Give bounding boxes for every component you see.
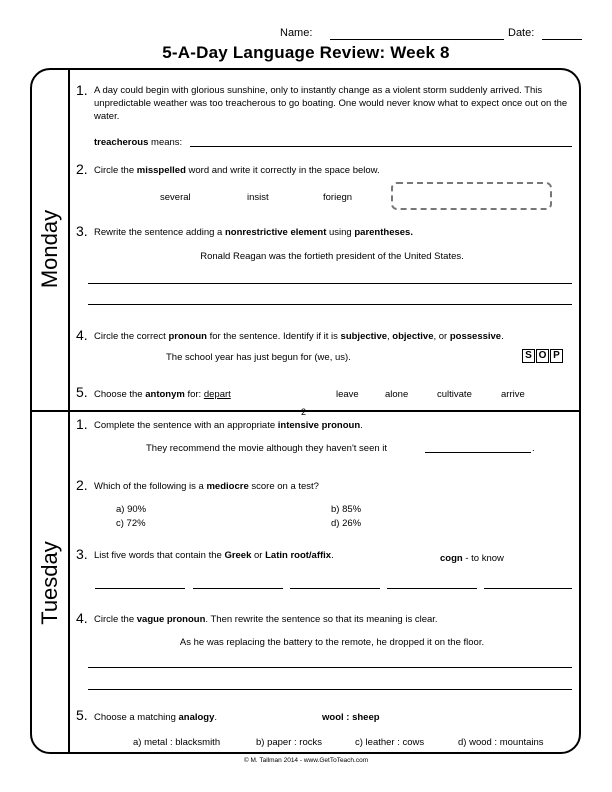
tue-q1-sentence: They recommend the movie although they haven't seen it [146, 443, 388, 454]
mon-q2-answer-box[interactable] [391, 182, 552, 210]
tue-q4-text-b: . Then rewrite the sentence so that its meaning is clear. [205, 614, 438, 625]
sop-p[interactable]: P [550, 349, 563, 363]
tue-q4-number: 4. [76, 610, 88, 626]
tue-q3-word-line-4[interactable] [387, 588, 477, 589]
tue-q1-text [94, 419, 363, 432]
tue-q5-keyword: analogy [178, 712, 215, 723]
mon-q1-answer-line[interactable] [190, 146, 572, 147]
mon-q2-word-2[interactable]: insist [247, 192, 269, 203]
mon-q4-sep2: , or [433, 331, 450, 342]
tue-q3-root [440, 552, 504, 565]
mon-q4-text-b: for the sentence. Identify if it is [206, 331, 341, 342]
mon-q4-text [94, 330, 504, 343]
mon-q5-option-4[interactable]: arrive [501, 389, 525, 400]
mon-q5-option-2[interactable]: alone [385, 389, 409, 400]
sop-o[interactable]: O [536, 349, 549, 363]
tue-q3-mid: or [251, 550, 266, 561]
mon-q2-text-b: word and write it correctly in the space below. [185, 165, 380, 176]
mon-q5-target: depart [203, 389, 231, 400]
mon-q4-k3: possessive [449, 331, 502, 342]
mon-q4-k1: subjective [340, 331, 388, 342]
tue-q4-answer-line-1[interactable] [88, 667, 572, 668]
mon-q2-text [94, 164, 380, 177]
tuesday-label: Tuesday [37, 541, 62, 625]
stray-mark: 2 [301, 407, 307, 417]
tue-q1-answer-line[interactable] [425, 452, 531, 453]
mon-q4-number: 4. [76, 327, 88, 343]
tue-q3-k2: Latin root/affix [265, 550, 332, 561]
tue-q5-option-a[interactable]: a) metal : blacksmith [133, 737, 221, 748]
mon-q3-sentence: Ronald Reagan was the fortieth president of the United States. [200, 251, 464, 262]
mon-q4-sentence: The school year has just begun for (we, us). [166, 352, 351, 363]
mon-q3-keyword-2: parentheses. [354, 227, 413, 238]
mon-q2-keyword: misspelled [136, 165, 186, 176]
mon-q2-number: 2. [76, 161, 88, 177]
tue-q2-option-d[interactable]: d) 26% [331, 518, 362, 529]
mon-q1-prompt-word: treacherous [94, 137, 149, 148]
tue-q3-root-word: cogn [440, 553, 463, 564]
tue-q2-option-a[interactable]: a) 90% [116, 504, 147, 515]
tue-q3-root-meaning: - to know [462, 553, 504, 564]
tue-q5-number: 5. [76, 707, 88, 723]
mon-q5-option-3[interactable]: cultivate [437, 389, 472, 400]
tue-q3-end: . [331, 550, 334, 561]
tue-q1-sentence-end: . [532, 443, 535, 454]
tue-q5-option-b[interactable]: b) paper : rocks [256, 737, 322, 748]
tue-q2-text [94, 480, 319, 493]
tue-q5-option-d[interactable]: d) wood : mountains [458, 737, 544, 748]
mon-q3-text-a: Rewrite the sentence adding a [94, 227, 225, 238]
mon-q5-keyword: antonym [145, 389, 185, 400]
tue-q1-end: . [360, 420, 363, 431]
mon-q4-k2: objective [392, 331, 434, 342]
tue-q1-number: 1. [76, 416, 88, 432]
tue-q5-pair: wool : sheep [322, 712, 380, 723]
mon-q3-text [94, 226, 413, 239]
page-title: 5-A-Day Language Review: Week 8 [162, 43, 450, 62]
tue-q1-keyword: intensive pronoun [277, 420, 361, 431]
tue-q4-answer-line-2[interactable] [88, 689, 572, 690]
date-label: Date: [508, 27, 535, 39]
date-field[interactable] [542, 39, 582, 40]
tue-q2-keyword: mediocre [206, 481, 249, 492]
mon-q4-text-a: Circle the correct [94, 331, 169, 342]
mon-q4-end: . [501, 331, 504, 342]
tue-q5-text-a: Choose a matching [94, 712, 179, 723]
mon-q3-text-b: using [326, 227, 355, 238]
tue-q5-text [94, 711, 217, 724]
mon-q1-prompt-suffix: means: [148, 137, 183, 148]
mon-q3-answer-line-2[interactable] [88, 304, 572, 305]
mon-q2-word-1[interactable]: several [160, 192, 191, 203]
tue-q2-option-b[interactable]: b) 85% [331, 504, 362, 515]
tue-q3-text [94, 549, 334, 562]
mon-q5-text-b: for: [184, 389, 204, 400]
mon-q2-text-a: Circle the [94, 165, 137, 176]
tue-q4-keyword: vague pronoun [136, 614, 206, 625]
mon-q1-prompt [94, 136, 182, 149]
mon-q2-word-3[interactable]: foriegn [323, 192, 353, 203]
tue-q1-text-a: Complete the sentence with an appropriate [94, 420, 278, 431]
tue-q2-text-a: Which of the following is a [94, 481, 207, 492]
mon-q5-text-a: Choose the [94, 389, 146, 400]
tue-q4-sentence: As he was replacing the battery to the remote, he dropped it on the floor. [179, 637, 485, 648]
mon-q4-sep1: , [387, 331, 393, 342]
tue-q2-number: 2. [76, 477, 88, 493]
mon-q1-number: 1. [76, 82, 88, 98]
mon-q3-answer-line-1[interactable] [88, 283, 572, 284]
mon-q4-sop-boxes [522, 349, 564, 363]
mon-q5-text [94, 388, 231, 401]
mon-q1-text: A day could begin with glorious sunshine, only to instantly change as a violent storm suddenly arrived. This unpredictable weather was too treacherous to go boating. One would never know what to expect once out on the water. [94, 85, 568, 122]
tue-q2-text-b: score on a test? [248, 481, 319, 492]
tue-q3-word-line-2[interactable] [193, 588, 283, 589]
tue-q3-text-a: List five words that contain the [94, 550, 225, 561]
tue-q4-text [94, 613, 438, 626]
monday-label: Monday [37, 209, 62, 289]
mon-q3-keyword: nonrestrictive element [224, 227, 327, 238]
mon-q5-option-1[interactable]: leave [336, 389, 359, 400]
tue-q3-number: 3. [76, 546, 88, 562]
tue-q4-text-a: Circle the [94, 614, 137, 625]
mon-q5-number: 5. [76, 384, 88, 400]
mon-q4-keyword: pronoun [168, 331, 207, 342]
tue-q3-word-line-3[interactable] [290, 588, 380, 589]
tue-q3-word-line-1[interactable] [95, 588, 185, 589]
tue-q5-end: . [214, 712, 218, 723]
tue-q2-option-c[interactable]: c) 72% [116, 518, 146, 529]
name-label: Name: [280, 27, 313, 39]
copyright-footer: © M. Tallman 2014 - www.GetToTeach.com [243, 757, 369, 764]
tue-q3-k1: Greek [224, 550, 252, 561]
tue-q5-option-c[interactable]: c) leather : cows [355, 737, 425, 748]
tue-q3-word-line-5[interactable] [484, 588, 572, 589]
name-field[interactable] [330, 39, 504, 40]
sop-s[interactable]: S [522, 349, 535, 363]
mon-q3-number: 3. [76, 223, 88, 239]
